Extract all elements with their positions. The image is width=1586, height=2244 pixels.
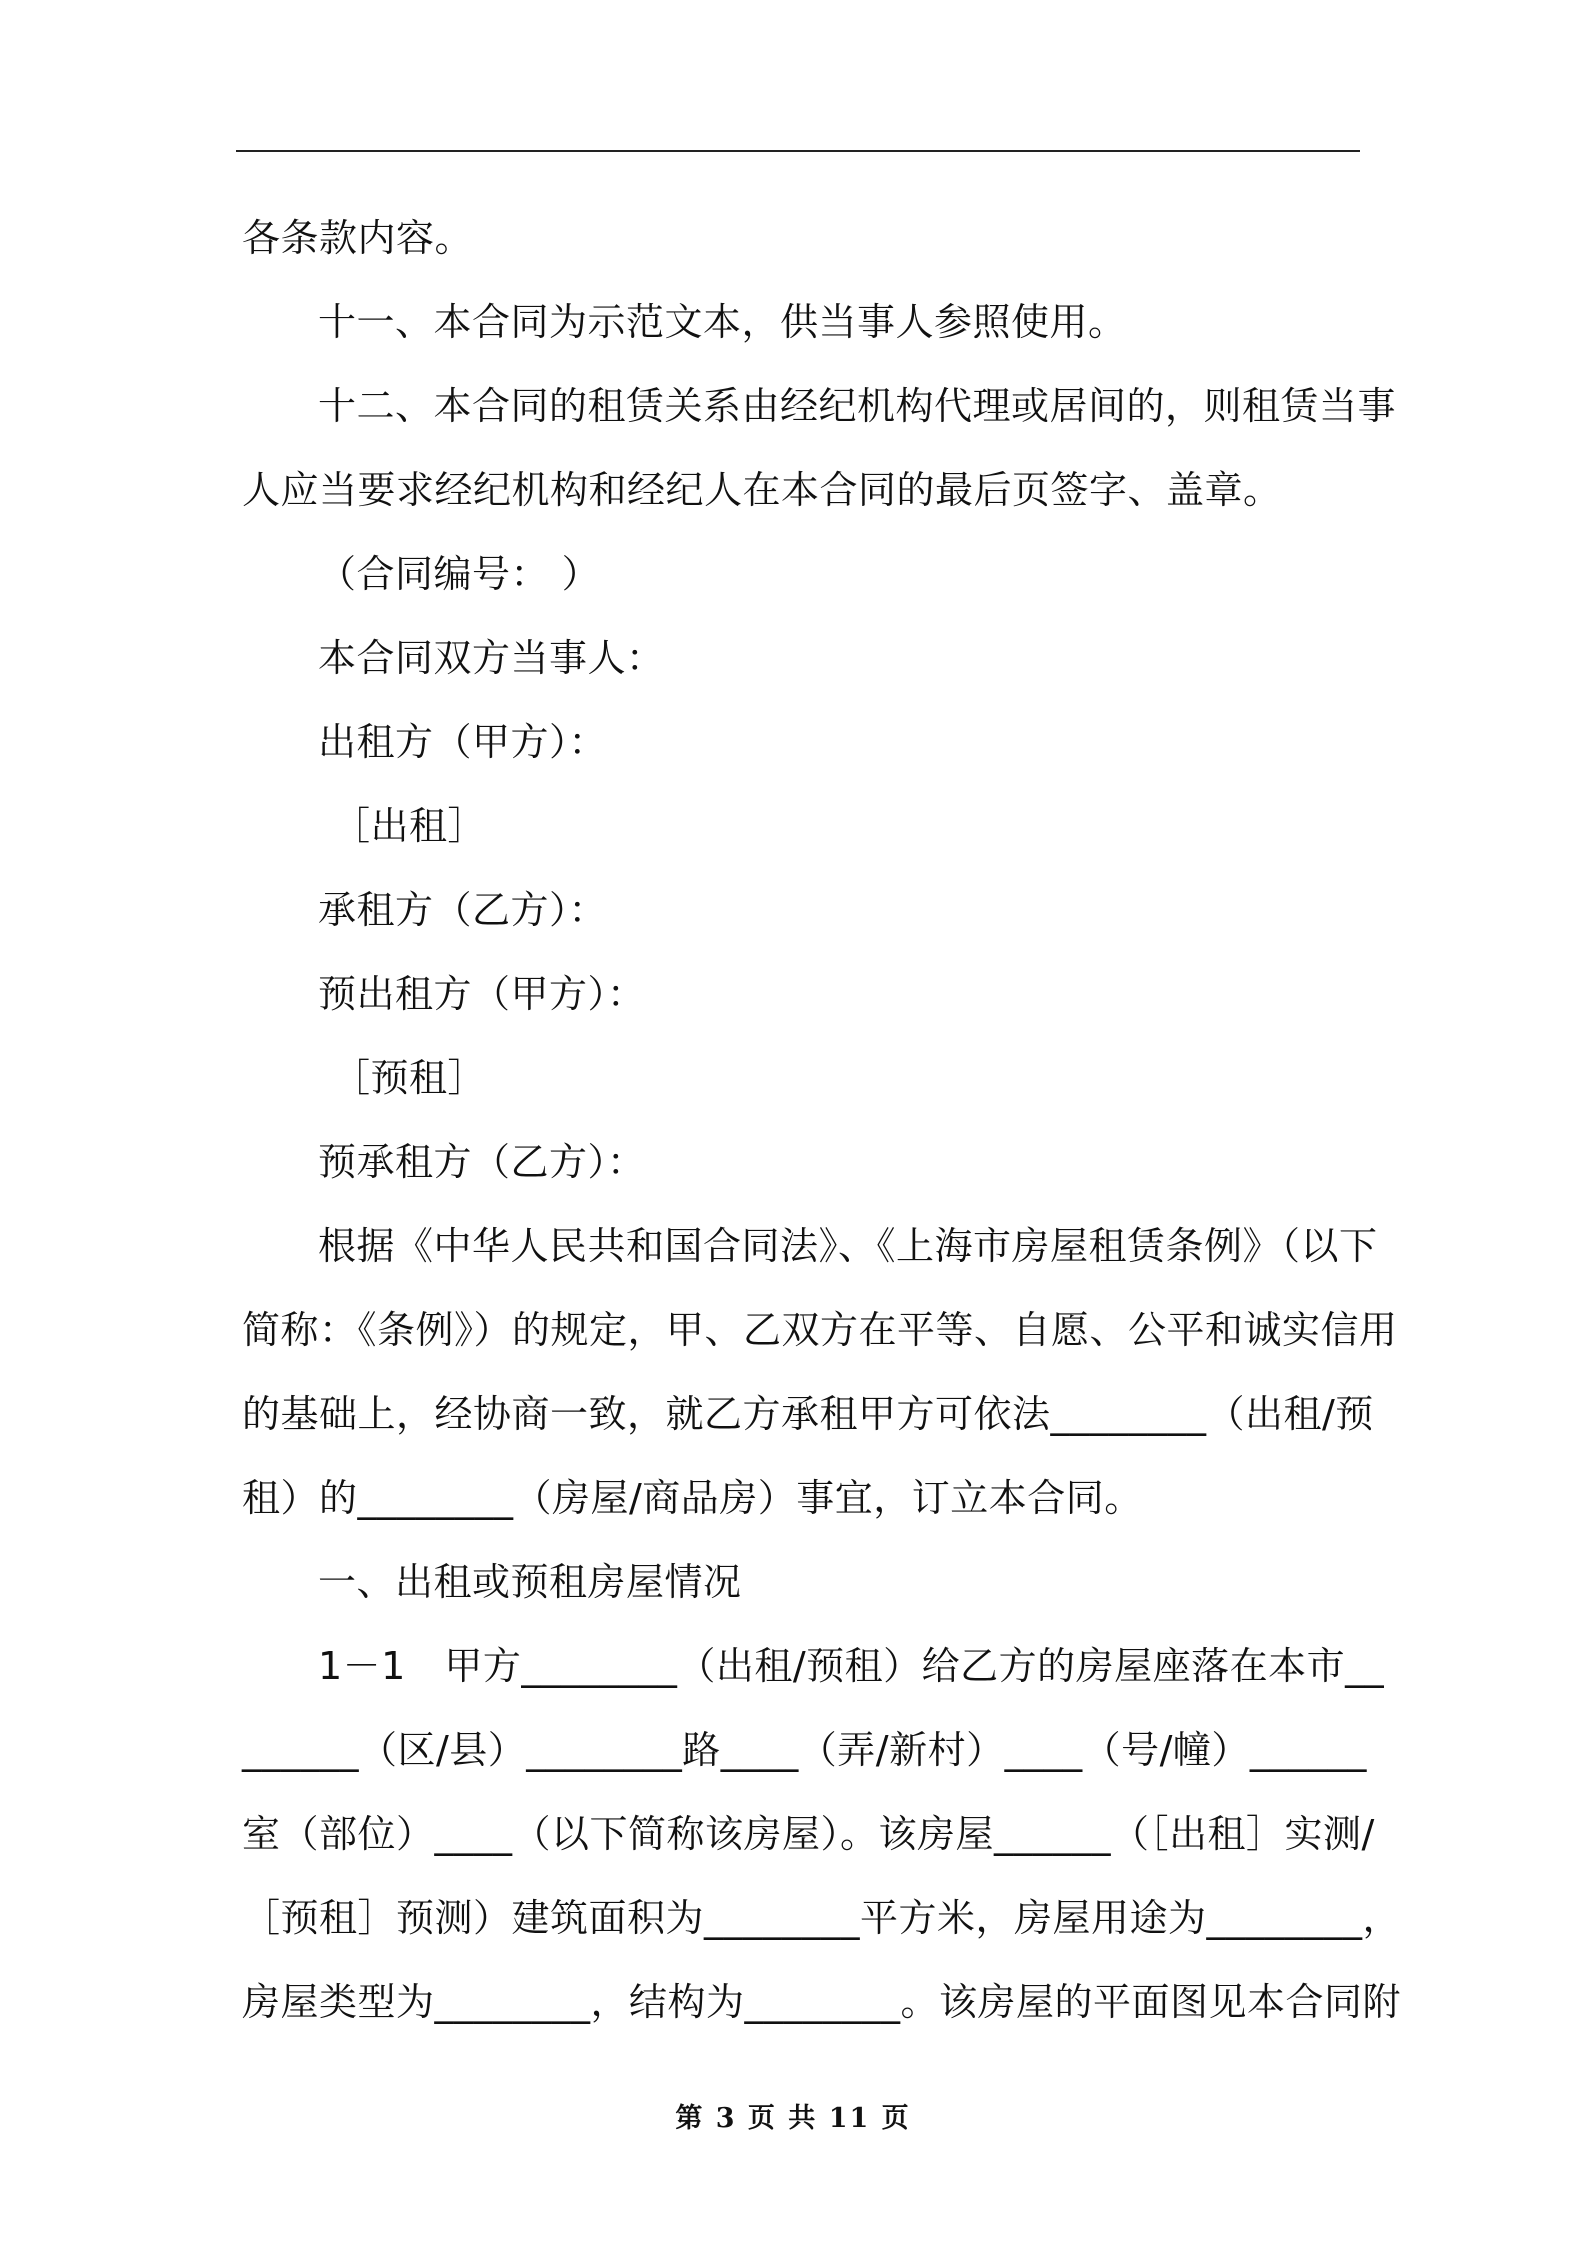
- contract-number: （合同编号： ）: [318, 552, 601, 596]
- clause-1-1-line-2: ______（区/县）________路____（弄/新村）____（号/幢）______: [242, 1728, 1367, 1772]
- header-rule: [236, 150, 1360, 152]
- clause-1-1-line-5: 房屋类型为________，结构为________。该房屋的平面图见本合同附: [242, 1980, 1402, 2024]
- preamble-line-1: 根据《中华人民共和国合同法》、《上海市房屋租赁条例》（以下: [318, 1224, 1378, 1268]
- clause-twelve-line-2: 人应当要求经纪机构和经纪人在本合同的最后页签字、盖章。: [242, 468, 1282, 512]
- clause-twelve-line-1: 十二、本合同的租赁关系由经纪机构代理或居间的，则租赁当事: [318, 384, 1397, 428]
- clause-eleven: 十一、本合同为示范文本，供当事人参照使用。: [318, 300, 1127, 344]
- page-number: 第 3 页 共 11 页: [675, 2103, 911, 2134]
- section-one-heading: 一、出租或预租房屋情况: [318, 1560, 742, 1604]
- rent-tag: ［出租］: [332, 804, 487, 848]
- preamble-line-2: 简称：《条例》）的规定，甲、乙双方在平等、自愿、公平和诚实信用: [242, 1308, 1398, 1352]
- document-body: [242, 196, 1402, 2044]
- paragraph-line: 各条款内容。: [242, 216, 474, 260]
- lessee-label: 承租方（乙方）：: [318, 888, 608, 932]
- preamble-line-4: 租）的________（房屋/商品房）事宜，订立本合同。: [242, 1476, 1143, 1520]
- clause-1-1-line-4: ［预租］预测）建筑面积为________平方米，房屋用途为________，: [242, 1896, 1402, 1940]
- preamble-line-3: 的基础上，经协商一致，就乙方承租甲方可依法________（出租/预: [242, 1392, 1374, 1436]
- clause-1-1-line-1: 1－1 甲方________（出租/预租）给乙方的房屋座落在本市__: [318, 1644, 1385, 1688]
- pre-lessor-label: 预出租方（甲方）：: [318, 972, 646, 1016]
- parties-heading: 本合同双方当事人：: [318, 636, 665, 680]
- clause-1-1-line-3: 室（部位）____（以下简称该房屋）。该房屋______（［出租］实测/: [242, 1812, 1375, 1856]
- pre-lessee-label: 预承租方（乙方）：: [318, 1140, 646, 1184]
- lessor-label: 出租方（甲方）：: [318, 720, 608, 764]
- pre-rent-tag: ［预租］: [332, 1056, 487, 1100]
